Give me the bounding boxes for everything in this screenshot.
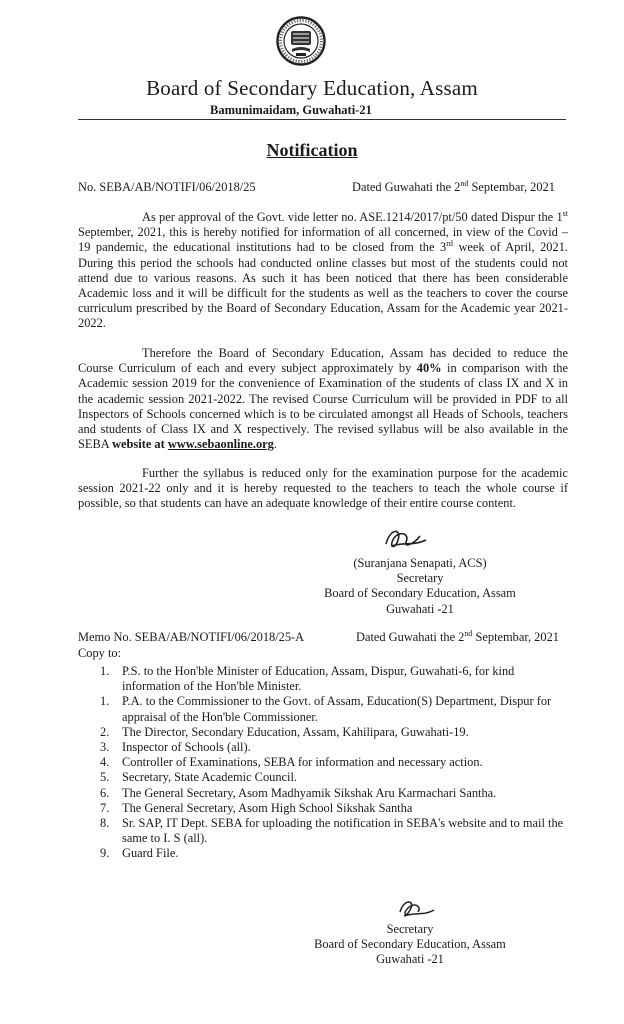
copy-list-item bbox=[100, 786, 572, 801]
p1-sup-b: rd bbox=[446, 239, 453, 249]
signatory-org: Board of Secondary Education, Assam bbox=[324, 586, 516, 601]
org-name: Board of Secondary Education, Assam bbox=[146, 76, 478, 100]
signatory2-designation: Secretary bbox=[386, 922, 434, 936]
body-paragraph-2 bbox=[78, 346, 568, 452]
signature-scribble bbox=[380, 524, 430, 554]
copy-item-number: 4. bbox=[100, 755, 110, 770]
notification-heading: Notification bbox=[266, 140, 358, 160]
copy-list-item bbox=[100, 816, 572, 846]
memo-number: Memo No. SEBA/AB/NOTIFI/06/2018/25-A bbox=[78, 630, 305, 644]
memo-date-sup: nd bbox=[464, 628, 473, 638]
date-prefix: Dated Guwahati the 2 bbox=[352, 180, 461, 194]
p3-text: Further the syllabus is reduced only for the examination purpose for the academic session 2021-22 only and it is hereby requested to the teachers to teach the whole course if possible, so that students can have an adequate knowledge of their entire course content. bbox=[78, 466, 568, 511]
signatory-designation: Secretary bbox=[396, 571, 444, 586]
date-sup: nd bbox=[460, 178, 469, 188]
org-address: Bamunimaidam, Guwahati-21 bbox=[210, 103, 372, 117]
copy-item-text: P.S. to the Hon'ble Minister of Education, Assam, Dispur, Guwahati-6, for kind information of the Hon'ble Minister. bbox=[122, 664, 515, 694]
copy-item-text: Controller of Examinations, SEBA for information and necessary action. bbox=[122, 755, 483, 770]
copy-list-item bbox=[100, 846, 572, 861]
copy-item-text: P.A. to the Commissioner to the Govt. of Assam, Education(S) Department, Dispur for appraisal of the Hon'ble Commissioner. bbox=[122, 694, 552, 724]
copy-item-number: 1. bbox=[100, 664, 110, 678]
copy-to-label: Copy to: bbox=[78, 646, 122, 660]
p1-part-a: As per approval of the Govt. vide letter no. ASE.1214/2017/pt/50 dated Dispur the 1 bbox=[142, 210, 563, 224]
seba-seal-logo bbox=[276, 16, 326, 66]
copy-item-number: 2. bbox=[100, 724, 110, 739]
memo-date-suffix: Septembar, 2021 bbox=[472, 630, 559, 644]
p1-sup-a: st bbox=[562, 208, 568, 218]
copy-list-item bbox=[100, 770, 572, 785]
copy-item-number: 7. bbox=[100, 800, 110, 815]
copy-item-text: The General Secretary, Asom Madhyamik Sikshak Aru Karmachari Santha. bbox=[122, 785, 497, 800]
signatory2-org: Board of Secondary Education, Assam bbox=[314, 937, 506, 952]
copy-list-item bbox=[100, 755, 572, 770]
p2-end: . bbox=[273, 437, 277, 452]
copy-item-number: 9. bbox=[100, 846, 110, 861]
copy-item-number: 3. bbox=[100, 740, 110, 755]
p1-part-c: week of April, 2021. During this period the schools had conducted online classes but most of the students could not attend due to various reasons. As such it has been noticed that there has been considerable Academic loss and it will be difficult for the students as well as the teachers to cover the course curriculum prescribed by the Board of Secondary Education, Assam for the Academic year 2021-2022. bbox=[78, 240, 568, 331]
p1-part-b: September, 2021, this is hereby notified for information of all concerned, in view of the Covid – 19 pandemic, the educational institutions had to be closed from the 3 bbox=[78, 225, 568, 255]
copy-item-text: Guard File. bbox=[122, 846, 179, 861]
signatory2-place: Guwahati -21 bbox=[376, 952, 444, 967]
header-rule bbox=[78, 119, 566, 120]
p2-part-b: in comparison with the Academic session 2019 for the convenience of Examination of the students of class IX and X in the academic session 2021-2022. The revised Course Curriculum will be provided in PDF to all Inspectors of Schools concerned which is to be circulated amongst all Heads of Schools, teachers and students of Class IX and X respectively. The revised syllabus will be also available in the SEBA bbox=[78, 361, 568, 452]
date-suffix: Septembar, 2021 bbox=[468, 180, 555, 194]
copy-list-item bbox=[100, 740, 572, 755]
signature-scribble-2 bbox=[396, 896, 436, 922]
reduction-percent: 40% bbox=[416, 361, 442, 376]
copy-list bbox=[100, 664, 572, 862]
copy-list-item bbox=[100, 664, 572, 694]
signatory-place: Guwahati -21 bbox=[386, 601, 454, 616]
memo-date-prefix: Dated Guwahati the 2 bbox=[356, 630, 465, 644]
body-paragraph-3 bbox=[78, 466, 568, 512]
website-label: website at bbox=[112, 437, 165, 452]
signature-block-2 bbox=[290, 922, 530, 968]
body-paragraph-1 bbox=[78, 210, 568, 332]
p2-part-a: Therefore the Board of Secondary Education, Assam has decided to reduce the Course Curriculum of each and every subject approximately by bbox=[78, 346, 568, 376]
copy-list-item bbox=[100, 694, 572, 724]
copy-item-text: Inspector of Schools (all). bbox=[122, 740, 251, 755]
memo-date bbox=[356, 630, 559, 645]
copy-item-text: The General Secretary, Asom High School Sikshak Santha bbox=[122, 800, 413, 815]
copy-item-number: 6. bbox=[100, 785, 110, 800]
copy-list-item bbox=[100, 801, 572, 816]
website-link[interactable]: www.sebaonline.org bbox=[167, 437, 274, 452]
copy-item-text: Sr. SAP, IT Dept. SEBA for uploading the notification in SEBA's website and to mail the same to I. S (all). bbox=[122, 816, 564, 846]
signature-block-1 bbox=[300, 556, 540, 617]
copy-item-number: 8. bbox=[100, 816, 110, 831]
copy-item-text: The Director, Secondary Education, Assam, Kahilipara, Guwahati-19. bbox=[122, 724, 469, 739]
reference-number: No. SEBA/AB/NOTIFI/06/2018/25 bbox=[78, 180, 256, 194]
copy-item-number: 1. bbox=[100, 694, 110, 709]
reference-date bbox=[352, 180, 555, 195]
copy-item-text: Secretary, State Academic Council. bbox=[122, 770, 298, 785]
signatory-name: (Suranjana Senapati, ACS) bbox=[353, 556, 487, 570]
copy-list-item bbox=[100, 725, 572, 740]
copy-item-number: 5. bbox=[100, 770, 110, 785]
